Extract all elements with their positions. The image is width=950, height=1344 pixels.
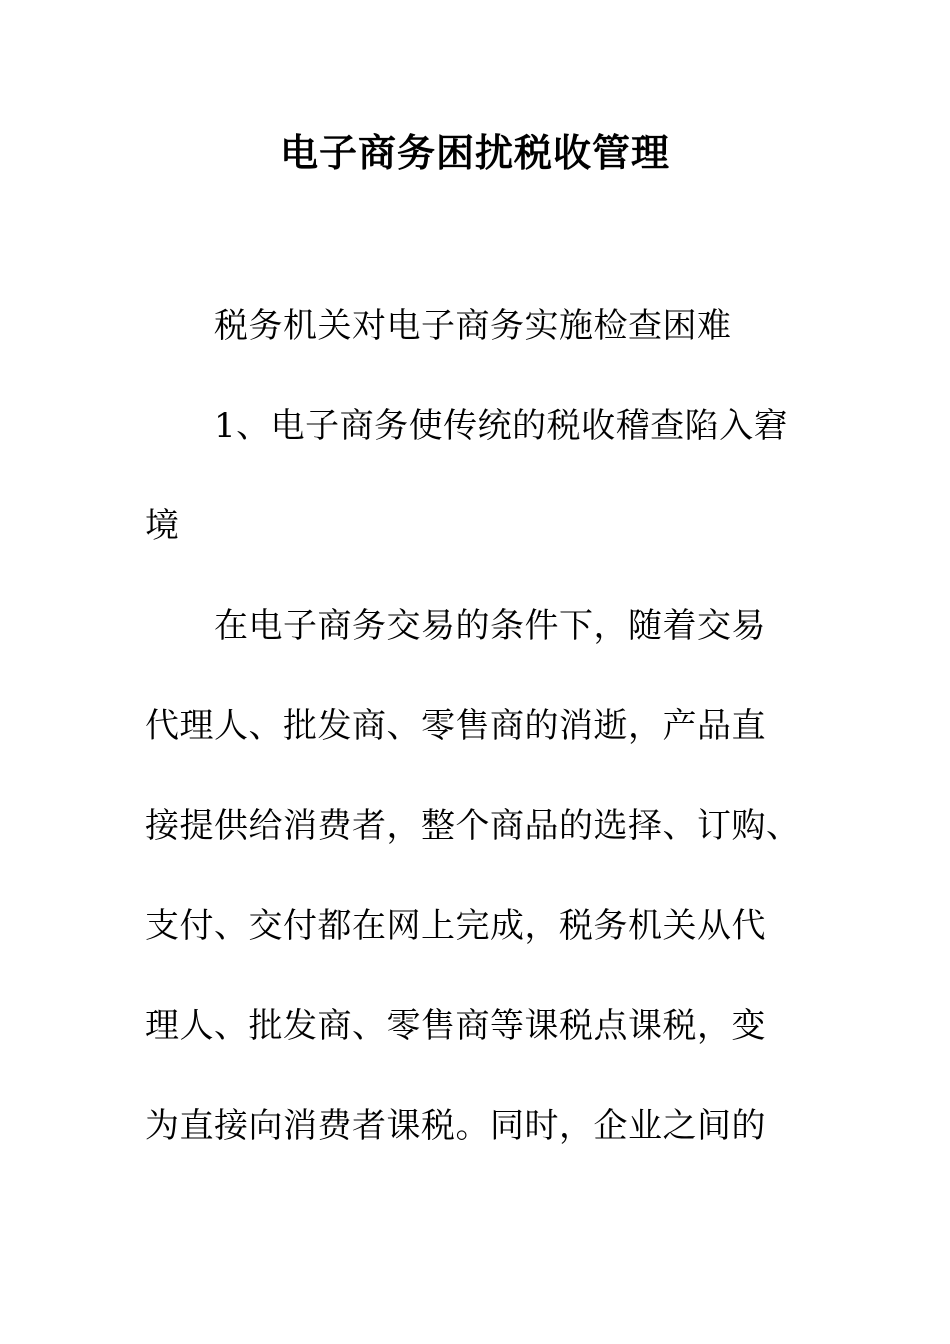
paragraph-line: 接提供给消费者，整个商品的选择、订购、 <box>145 806 801 846</box>
paragraph-line: 理人、批发商、零售商等课税点课税，变 <box>145 1006 766 1046</box>
paragraph-line: 支付、交付都在网上完成，税务机关从代 <box>145 906 766 946</box>
section-heading: 税务机关对电子商务实施检查困难 <box>214 306 732 346</box>
document-title: 电子商务困扰税收管理 <box>279 130 670 175</box>
subsection-heading-continued: 境 <box>145 506 180 546</box>
paragraph-line: 为直接向消费者课税。同时，企业之间的 <box>145 1106 766 1146</box>
subsection-heading: 1、电子商务使传统的税收稽查陷入窘 <box>214 406 789 446</box>
paragraph-line: 在电子商务交易的条件下，随着交易 <box>214 606 766 646</box>
paragraph-line: 代理人、批发商、零售商的消逝，产品直 <box>145 706 766 746</box>
